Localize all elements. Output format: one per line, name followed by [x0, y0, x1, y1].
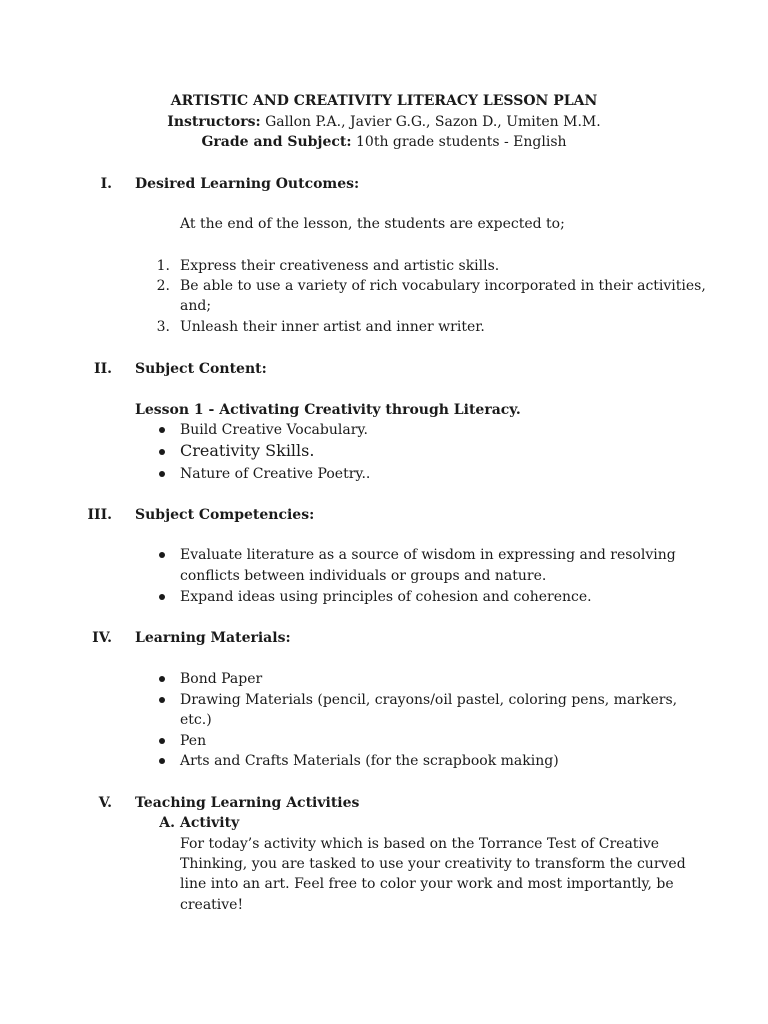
material-1: Bond Paper — [180, 671, 263, 687]
document-title: ARTISTIC AND CREATIVITY LITERACY LESSON PLAN — [170, 93, 598, 109]
outcome-3-text: Unleash their inner artist and inner writer. — [180, 319, 485, 335]
bullet-icon — [159, 697, 165, 703]
lesson-1-title: Lesson 1 - Activating Creativity through Literacy. — [135, 402, 521, 418]
section-2-heading: Subject Content: — [135, 361, 267, 377]
competency-1-line-1: Evaluate literature as a source of wisdom in expressing and resolving — [180, 547, 676, 563]
section-2-numeral: II. — [94, 361, 112, 377]
competency-2: Expand ideas using principles of cohesion and coherence. — [180, 589, 592, 605]
grade-value: 10th grade students - English — [351, 134, 567, 150]
content-item-3: Nature of Creative Poetry.. — [180, 466, 371, 482]
instructors-label: Instructors: — [167, 114, 261, 130]
subsection-a-letter: A. — [159, 815, 175, 831]
material-3: Pen — [180, 733, 207, 749]
section-4-heading: Learning Materials: — [135, 630, 291, 646]
outcome-2-number: 2. — [156, 278, 170, 294]
outcome-1-text: Express their creativeness and artistic skills. — [180, 258, 500, 274]
section-1-numeral: I. — [100, 176, 112, 192]
outcome-3-number: 3. — [156, 319, 170, 335]
activity-paragraph-line-1: For today’s activity which is based on the Torrance Test of Creative — [180, 836, 660, 852]
bullet-icon — [159, 594, 165, 600]
instructors-value: Gallon P.A., Javier G.G., Sazon D., Umiten M.M. — [260, 114, 601, 130]
subsection-a-heading: Activity — [180, 815, 240, 831]
material-2-line-1: Drawing Materials (pencil, crayons/oil pastel, coloring pens, markers, — [180, 692, 678, 708]
outcome-2-text-line-2: and; — [180, 298, 212, 314]
material-2-line-2: etc.) — [180, 712, 212, 728]
bullet-icon — [159, 427, 165, 433]
content-item-2: Creativity Skills. — [180, 441, 315, 460]
outcome-2-text-line-1: Be able to use a variety of rich vocabulary incorporated in their activities, — [180, 278, 706, 294]
activity-paragraph-line-3: line into an art. Feel free to color your work and most importantly, be — [180, 876, 674, 892]
content-item-1: Build Creative Vocabulary. — [180, 422, 368, 438]
activity-paragraph-line-2: Thinking, you are tasked to use your creativity to transform the curved — [180, 856, 686, 872]
outcome-1-number: 1. — [156, 258, 170, 274]
bullet-icon — [159, 449, 165, 455]
instructors-line — [0, 112, 768, 132]
bullet-icon — [159, 471, 165, 477]
activity-paragraph-line-4: creative! — [180, 897, 244, 913]
section-5-heading: Teaching Learning Activities — [135, 795, 360, 811]
section-1-heading: Desired Learning Outcomes: — [135, 176, 360, 192]
section-3-numeral: III. — [87, 507, 112, 523]
section-3-heading: Subject Competencies: — [135, 507, 315, 523]
grade-label: Grade and Subject: — [201, 134, 352, 150]
section-4-numeral: IV. — [92, 630, 112, 646]
bullet-icon — [159, 676, 165, 682]
material-4: Arts and Crafts Materials (for the scrapbook making) — [180, 753, 559, 769]
bullet-icon — [159, 552, 165, 558]
bullet-icon — [159, 758, 165, 764]
grade-subject-line — [0, 132, 768, 152]
bullet-icon — [159, 738, 165, 744]
competency-1-line-2: conflicts between individuals or groups and nature. — [180, 568, 547, 584]
section-1-intro: At the end of the lesson, the students are expected to; — [180, 216, 565, 232]
section-5-numeral: V. — [98, 795, 112, 811]
